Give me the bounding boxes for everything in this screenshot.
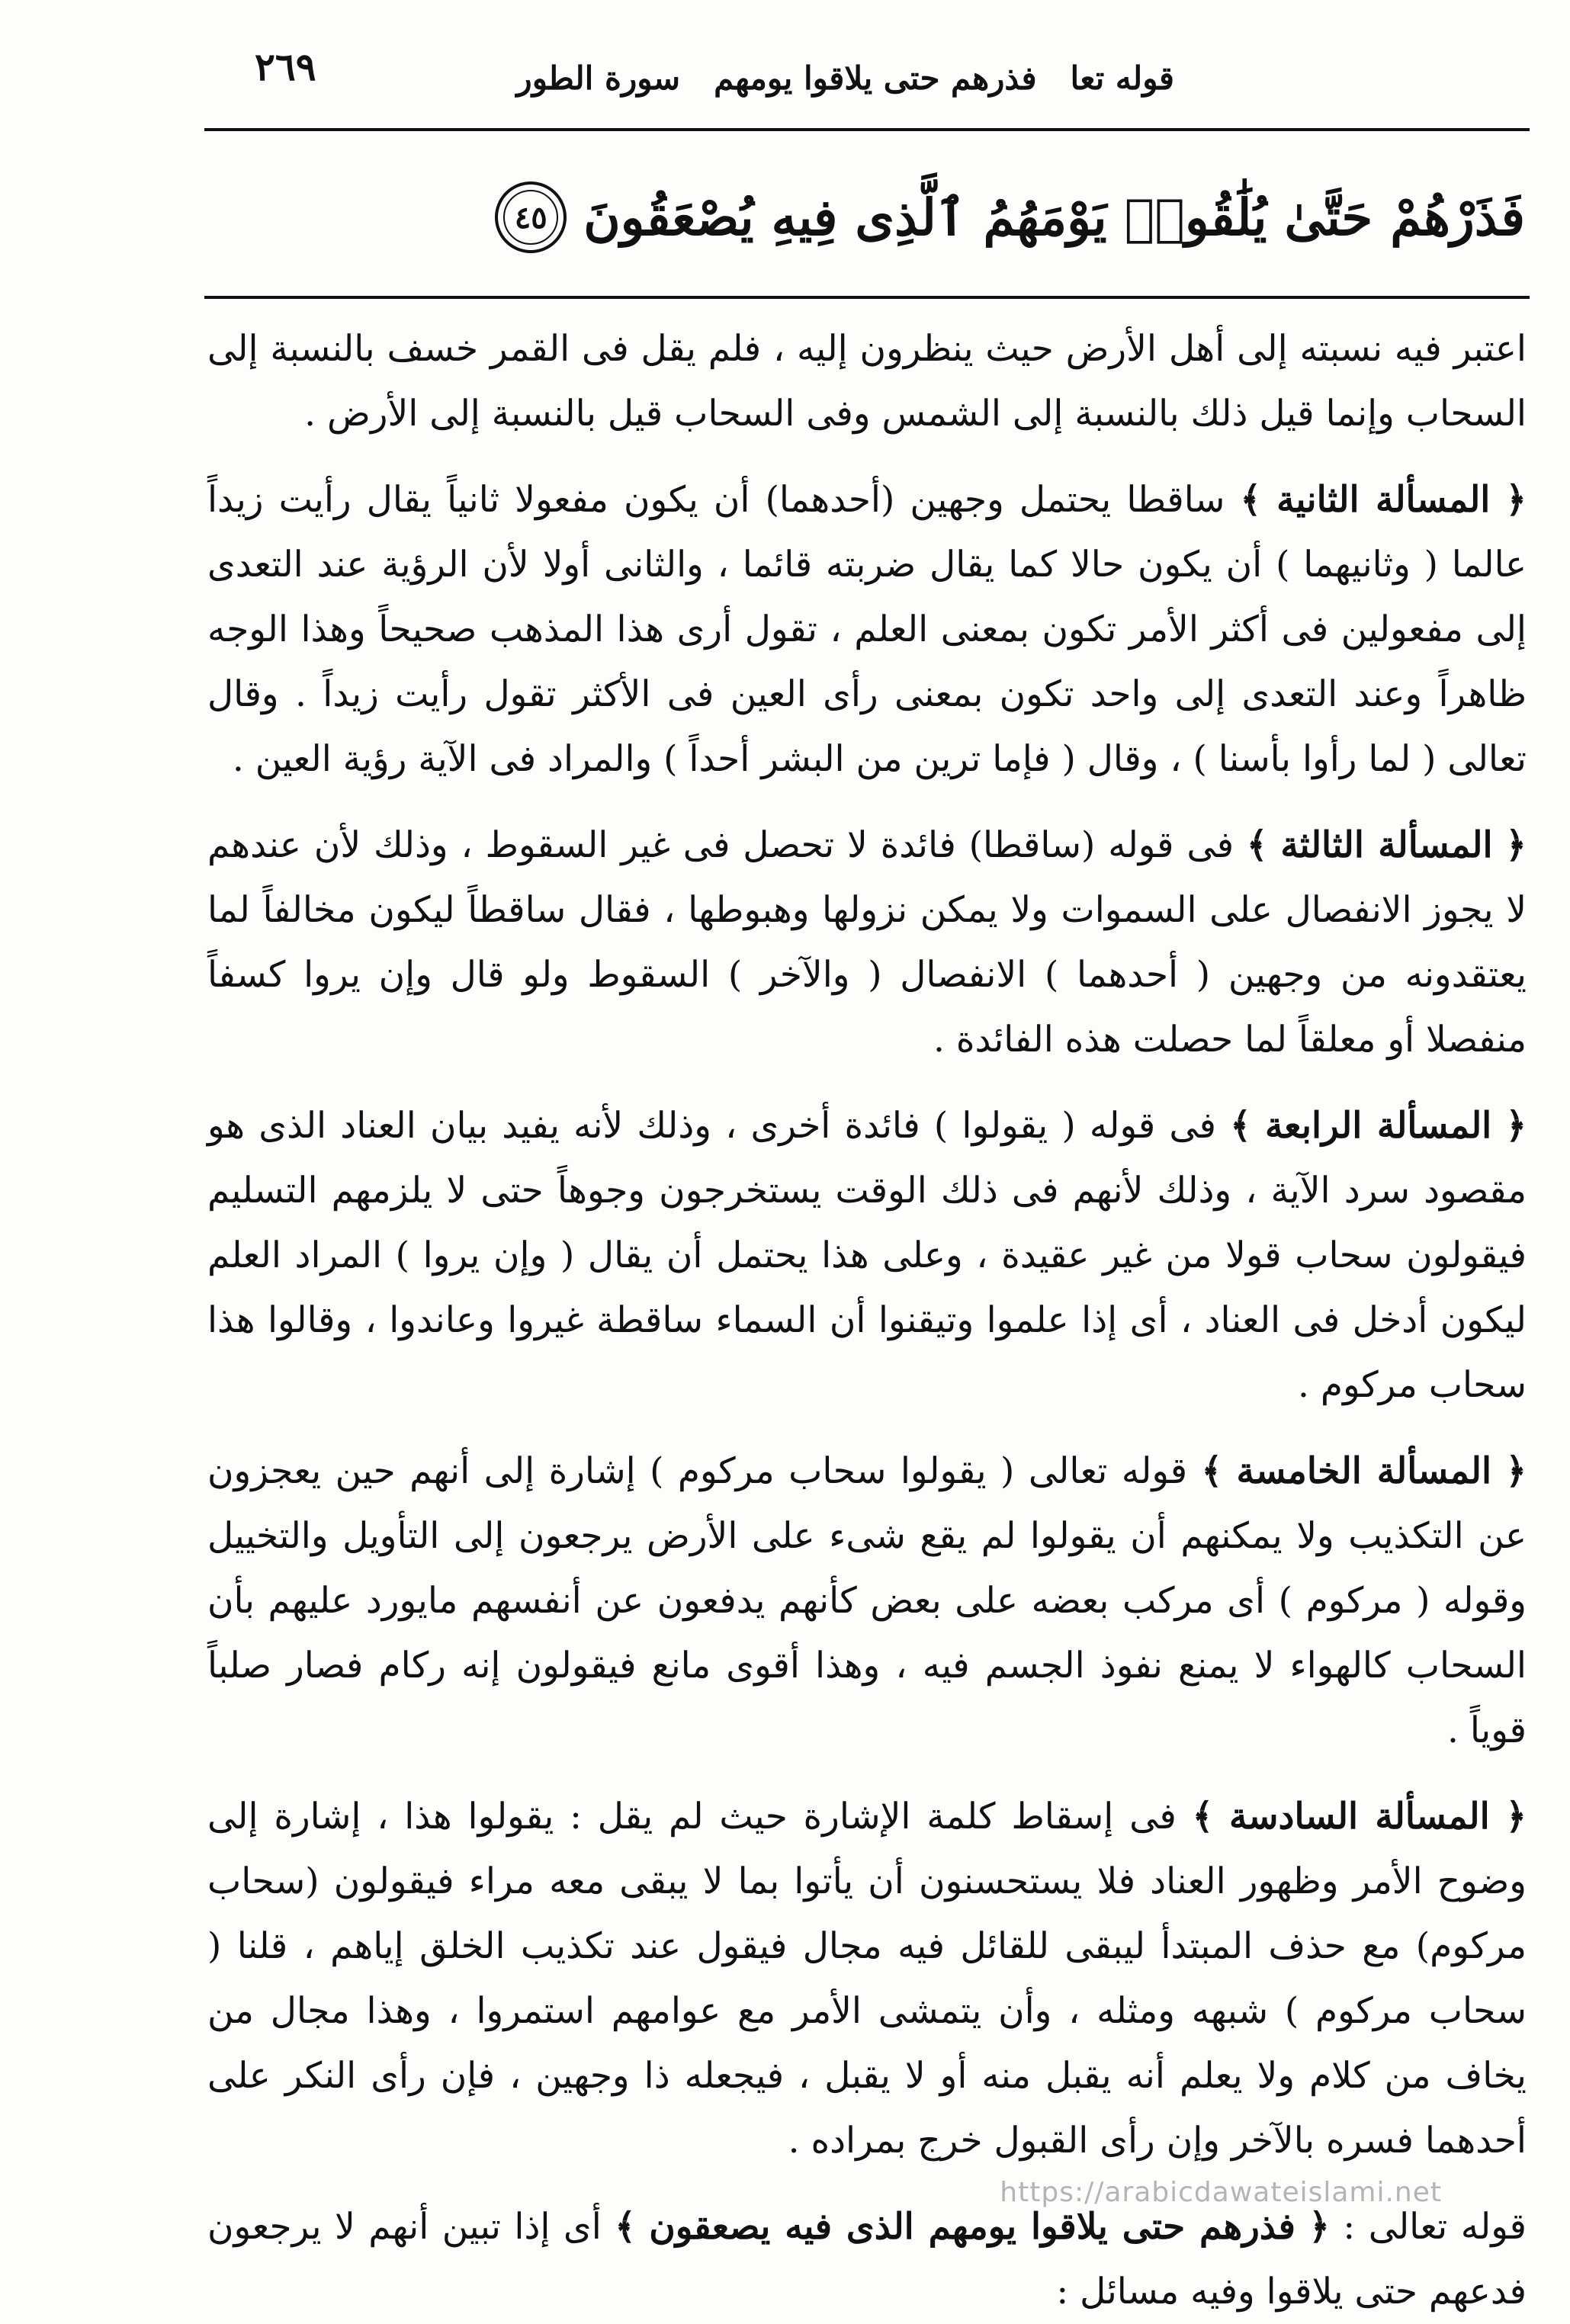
open-brace-glyph: ﴿	[1505, 1105, 1527, 1147]
close-brace-glyph: ﴾	[1230, 1105, 1251, 1147]
paragraph-issue-4	[207, 1093, 1527, 1417]
page-number: ٢٦٩	[255, 44, 316, 89]
open-brace-glyph: ﴿	[1308, 2206, 1330, 2248]
paragraph-text: ساقطا يحتمل وجهين (أحدهما) أن يكون مفعولا ثانياً يقال رأيت زيداً عالما ( وثانيهما ) أن يكون حالا كما يقال ضربته قائما ، والثانى أولا لأن الرؤية عند التعدى إلى مفعولين فى أكثر الأمر تكون بمعنى العلم ، تقول أرى هذا المذهب صحيحاً وهذا الوجه ظاهراً وعند التعدى إلى واحد تكون بمعنى رأى العين فى الأكثر تقول رأيت زيداً . وقال تعالى ( لما رأوا بأسنا ) ، وقال ( فإما ترين من البشر أحداً ) والمراد فى الآية رؤية العين .	[207, 479, 1527, 780]
paragraph-issue-2	[207, 467, 1527, 791]
verse-text: فَذَرْهُمْ حَتَّىٰ يُلَٰقُوا۟ يَوْمَهُمُ ٱلَّذِى فِيهِ يُصْعَقُونَ	[583, 188, 1525, 247]
paragraph-text: فى قوله ( يقولوا ) فائدة أخرى ، وذلك لأنه يفيد بيان العناد الذى هو مقصود سرد الآية ، وذلك لأنهم فى ذلك الوقت يستخرجون وجوهاً حتى لا يلزمهم التسليم فيقولون سحاب قولا من غير عقيدة ، وعلى هذا يحتمل أن يقال ( وإن يروا ) المراد العلم ليكون أدخل فى العناد ، أى إذا علموا وتيقنوا أن السماء ساقطة غيروا وعاندوا ، وقالوا هذا سحاب مركوم .	[207, 1105, 1527, 1406]
open-brace-glyph: ﴿	[1505, 824, 1527, 866]
section-heading: المسألة الرابعة	[1264, 1105, 1492, 1147]
section-heading: المسألة الثانية	[1276, 479, 1491, 521]
close-brace-glyph: ﴾	[1246, 824, 1268, 866]
close-brace-glyph: ﴾	[615, 2206, 636, 2248]
site-watermark: https://arabicdawateislami.net	[1000, 2177, 1442, 2208]
close-brace-glyph: ﴾	[1240, 479, 1262, 521]
running-header	[214, 47, 1174, 108]
quran-verse	[473, 156, 1525, 278]
open-brace-glyph: ﴿	[1505, 479, 1527, 521]
lead-text: قوله تعالى :	[1343, 2206, 1527, 2248]
paragraph-issue-6	[207, 1784, 1527, 2173]
paragraph-issue-3	[207, 813, 1527, 1072]
quoted-verse: فذرهم حتى يلاقوا يومهم الذى فيه يصعقون	[649, 2206, 1295, 2248]
paragraph-text: أى إذا تبين أنهم لا يرجعون فدعهم حتى يلاقوا وفيه مسائل :	[207, 2206, 1527, 2313]
close-brace-glyph: ﴾	[1201, 1450, 1223, 1492]
paragraph-next-verse	[207, 2194, 1527, 2324]
paragraph-intro	[207, 316, 1527, 446]
section-heading: المسألة الثالثة	[1280, 824, 1493, 866]
paragraph-text: فى قوله (ساقطا) فائدة لا تحصل فى غير السقوط ، وذلك لأن عندهم لا يجوز الانفصال على السموات ولا يمكن نزولها وهبوطها ، فقال ساقطاً ليكون مخالفاً لما يعتقدونه من وجهين ( أحدهما ) الانفصال ( والآخر ) السقوط ولو قال وإن يروا كسفاً منفصلا أو معلقاً لما حصلت هذه الفائدة .	[207, 824, 1527, 1061]
close-brace-glyph: ﴾	[1192, 1796, 1214, 1838]
section-heading: المسألة السادسة	[1228, 1796, 1490, 1838]
header-title-part-1: قوله تعا	[1070, 59, 1174, 97]
header-title-part-2: فذرهم حتى يلاقوا يومهم	[714, 59, 1037, 97]
header-divider	[204, 128, 1530, 131]
verse-divider	[204, 296, 1530, 299]
paragraph-text: قوله تعالى ( يقولوا سحاب مركوم ) إشارة إلى أنهم حين يعجزون عن التكذيب ولا يمكنهم أن يقولوا لم يقع شىء على الأرض يرجعون إلى التأويل والتخييل وقوله ( مركوم ) أى مركب بعضه على بعض كأنهم يدفعون عن أنفسهم مايورد عليهم بأن السحاب كالهواء لا يمنع نفوذ الجسم فيه ، وهذا أقوى مانع فيقولون إنه ركام فصار صلباً قوياً .	[207, 1450, 1527, 1751]
commentary-body	[207, 316, 1527, 2324]
open-brace-glyph: ﴿	[1505, 1450, 1527, 1492]
paragraph-text: فى إسقاط كلمة الإشارة حيث لم يقل : يقولوا هذا ، إشارة إلى وضوح الأمر وظهور العناد فلا يستحسنون أن يأتوا بما لا يبقى معه مراء فيقولون (سحاب مركوم) مع حذف المبتدأ ليبقى للقائل فيه مجال فيقول عند تكذيب الخلق إياهم ، قلنا ( سحاب مركوم ) شبهه ومثله ، وأن يتمشى الأمر مع عوامهم استمروا ، وهذا مجال من يخاف من كلام ولا يعلم أنه يقبل منه أو لا يقبل ، فيجعله ذا وجهين ، فإن رأى النكر على أحدهما فسره بالآخر وإن رأى القبول خرج بمراده .	[207, 1796, 1527, 2162]
paragraph-issue-5	[207, 1439, 1527, 1763]
paragraph-text: اعتبر فيه نسبته إلى أهل الأرض حيث ينظرون إليه ، فلم يقل فى القمر خسف بالنسبة إلى السحاب وإنما قيل ذلك بالنسبة إلى الشمس وفى السحاب قيل بالنسبة إلى الأرض .	[207, 328, 1527, 435]
ayah-number-marker	[495, 181, 567, 253]
ayah-number: ٤٥	[514, 199, 547, 236]
header-title-part-3: سورة الطور	[516, 59, 681, 97]
section-heading: المسألة الخامسة	[1236, 1450, 1492, 1492]
open-brace-glyph: ﴿	[1505, 1796, 1527, 1838]
